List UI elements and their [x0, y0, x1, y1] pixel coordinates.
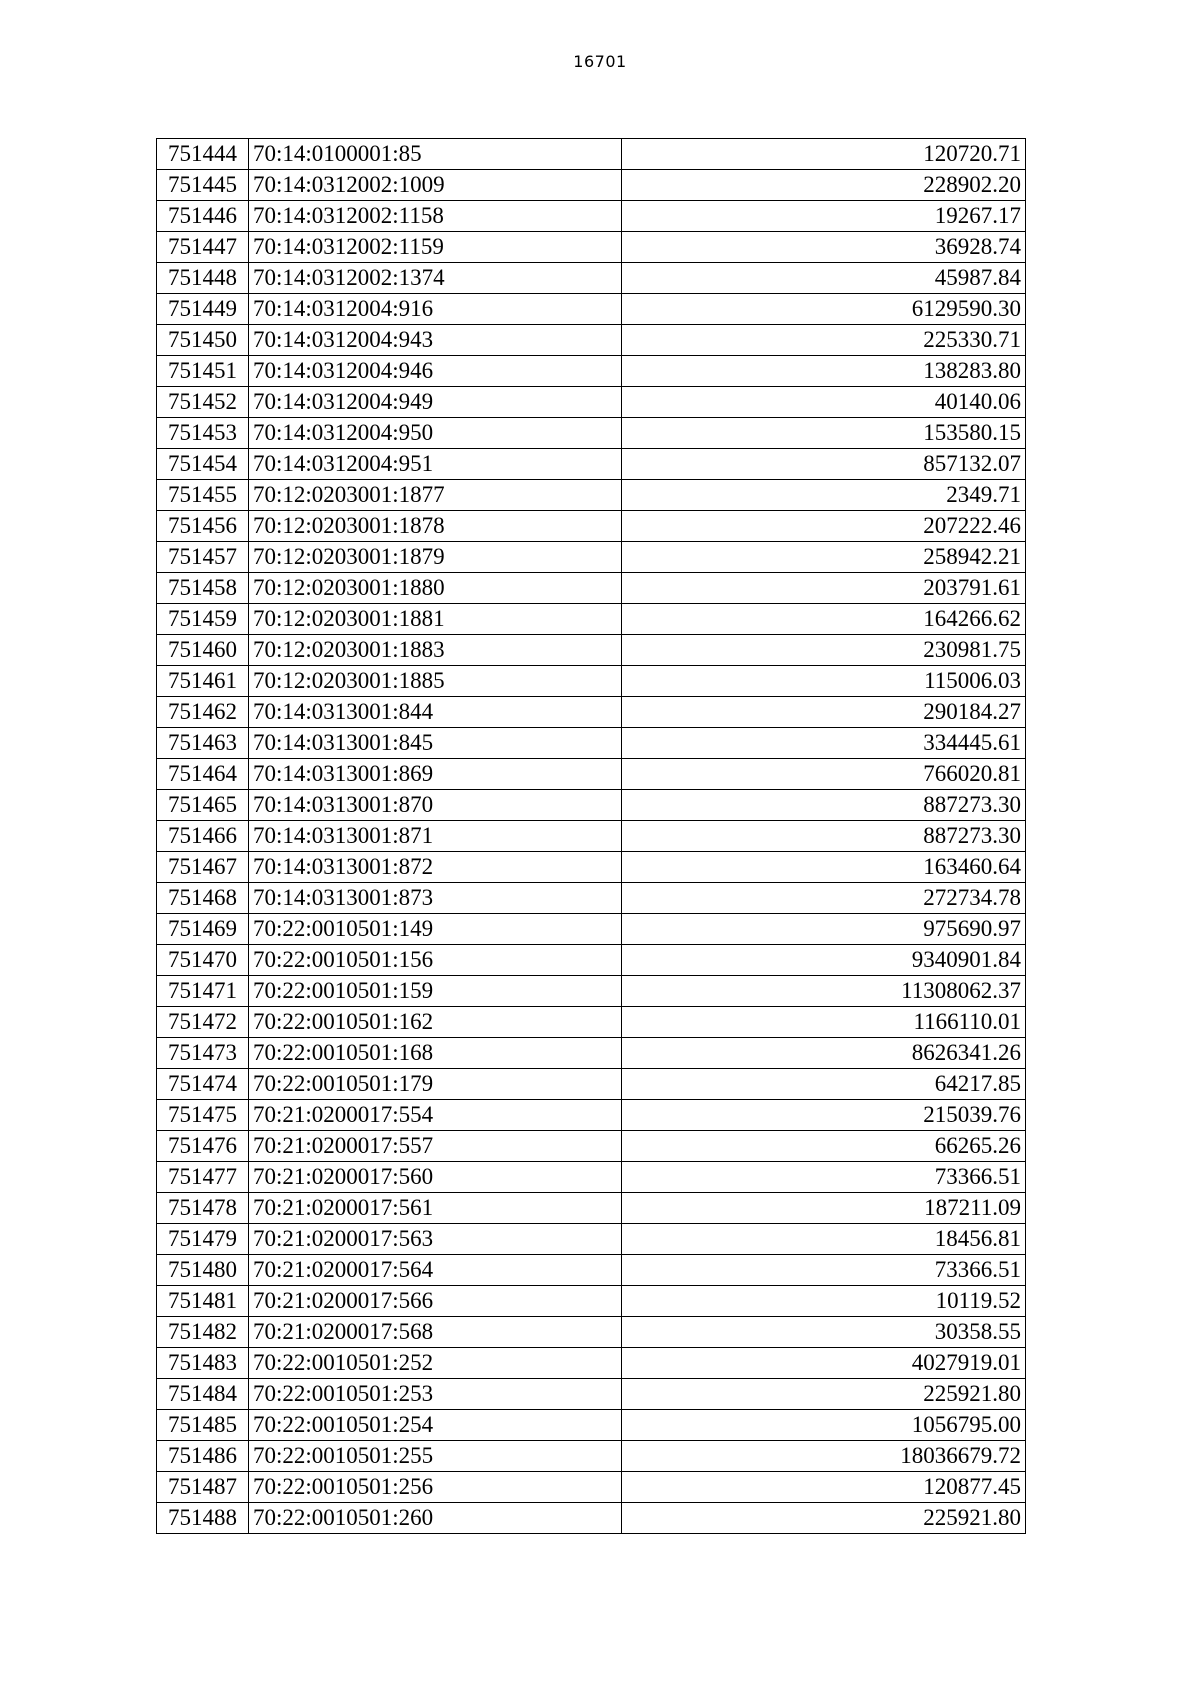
cadastral-number-cell: 70:14:0312002:1158: [249, 201, 622, 232]
cadastral-value-cell: 120720.71: [622, 139, 1026, 170]
cadastral-value-cell: 40140.06: [622, 387, 1026, 418]
cadastral-value-cell: 164266.62: [622, 604, 1026, 635]
row-number-cell: 751487: [157, 1472, 249, 1503]
table-row: [157, 1348, 1026, 1379]
row-number-cell: 751444: [157, 139, 249, 170]
table-row: [157, 821, 1026, 852]
cadastral-number-cell: 70:21:0200017:557: [249, 1131, 622, 1162]
cadastral-number-cell: 70:22:0010501:253: [249, 1379, 622, 1410]
row-number-cell: 751482: [157, 1317, 249, 1348]
row-number-cell: 751467: [157, 852, 249, 883]
cadastral-number-cell: 70:22:0010501:255: [249, 1441, 622, 1472]
table-row: [157, 1472, 1026, 1503]
cadastral-value-cell: 138283.80: [622, 356, 1026, 387]
table-row: [157, 418, 1026, 449]
cadastral-number-cell: 70:14:0313001:844: [249, 697, 622, 728]
cadastral-number-cell: 70:12:0203001:1880: [249, 573, 622, 604]
row-number-cell: 751470: [157, 945, 249, 976]
cadastral-value-cell: 6129590.30: [622, 294, 1026, 325]
table-row: [157, 511, 1026, 542]
table-row: [157, 759, 1026, 790]
table-row: [157, 1007, 1026, 1038]
cadastral-number-cell: 70:14:0100001:85: [249, 139, 622, 170]
table-row: [157, 1379, 1026, 1410]
cadastral-value-cell: 187211.09: [622, 1193, 1026, 1224]
table-row: [157, 790, 1026, 821]
cadastral-value-cell: 228902.20: [622, 170, 1026, 201]
row-number-cell: 751474: [157, 1069, 249, 1100]
table-row: [157, 1162, 1026, 1193]
cadastral-value-cell: 30358.55: [622, 1317, 1026, 1348]
row-number-cell: 751463: [157, 728, 249, 759]
cadastral-number-cell: 70:14:0312004:951: [249, 449, 622, 480]
row-number-cell: 751462: [157, 697, 249, 728]
cadastral-number-cell: 70:12:0203001:1881: [249, 604, 622, 635]
table-row: [157, 1441, 1026, 1472]
cadastral-value-cell: 215039.76: [622, 1100, 1026, 1131]
cadastral-value-cell: 45987.84: [622, 263, 1026, 294]
table-row: [157, 666, 1026, 697]
cadastral-number-cell: 70:22:0010501:260: [249, 1503, 622, 1534]
row-number-cell: 751452: [157, 387, 249, 418]
table-row: [157, 976, 1026, 1007]
table-row: [157, 294, 1026, 325]
row-number-cell: 751485: [157, 1410, 249, 1441]
cadastral-value-cell: 2349.71: [622, 480, 1026, 511]
row-number-cell: 751464: [157, 759, 249, 790]
table-row: [157, 449, 1026, 480]
cadastral-number-cell: 70:22:0010501:156: [249, 945, 622, 976]
table-body: [157, 139, 1026, 1534]
table-row: [157, 480, 1026, 511]
row-number-cell: 751475: [157, 1100, 249, 1131]
cadastral-number-cell: 70:12:0203001:1883: [249, 635, 622, 666]
cadastral-value-cell: 9340901.84: [622, 945, 1026, 976]
table-row: [157, 697, 1026, 728]
cadastral-value-cell: 73366.51: [622, 1255, 1026, 1286]
cadastral-value-cell: 36928.74: [622, 232, 1026, 263]
table-row: [157, 852, 1026, 883]
cadastral-value-cell: 887273.30: [622, 821, 1026, 852]
row-number-cell: 751457: [157, 542, 249, 573]
table-row: [157, 945, 1026, 976]
cadastral-number-cell: 70:22:0010501:159: [249, 976, 622, 1007]
row-number-cell: 751460: [157, 635, 249, 666]
cadastral-value-cell: 975690.97: [622, 914, 1026, 945]
cadastral-number-cell: 70:14:0312004:946: [249, 356, 622, 387]
cadastral-value-cell: 1056795.00: [622, 1410, 1026, 1441]
row-number-cell: 751468: [157, 883, 249, 914]
cadastral-number-cell: 70:14:0313001:872: [249, 852, 622, 883]
cadastral-number-cell: 70:14:0313001:845: [249, 728, 622, 759]
table-row: [157, 542, 1026, 573]
cadastral-number-cell: 70:22:0010501:149: [249, 914, 622, 945]
cadastral-value-cell: 115006.03: [622, 666, 1026, 697]
cadastral-number-cell: 70:14:0313001:869: [249, 759, 622, 790]
row-number-cell: 751450: [157, 325, 249, 356]
cadastral-number-cell: 70:14:0312002:1159: [249, 232, 622, 263]
cadastral-number-cell: 70:22:0010501:162: [249, 1007, 622, 1038]
row-number-cell: 751480: [157, 1255, 249, 1286]
cadastral-number-cell: 70:21:0200017:561: [249, 1193, 622, 1224]
cadastral-value-table: [156, 138, 1026, 1534]
cadastral-number-cell: 70:21:0200017:563: [249, 1224, 622, 1255]
cadastral-number-cell: 70:21:0200017:554: [249, 1100, 622, 1131]
cadastral-value-cell: 163460.64: [622, 852, 1026, 883]
table-row: [157, 1069, 1026, 1100]
table-row: [157, 1038, 1026, 1069]
row-number-cell: 751458: [157, 573, 249, 604]
cadastral-number-cell: 70:12:0203001:1879: [249, 542, 622, 573]
cadastral-number-cell: 70:14:0312004:949: [249, 387, 622, 418]
table-row: [157, 356, 1026, 387]
row-number-cell: 751479: [157, 1224, 249, 1255]
row-number-cell: 751484: [157, 1379, 249, 1410]
row-number-cell: 751471: [157, 976, 249, 1007]
row-number-cell: 751456: [157, 511, 249, 542]
table-row: [157, 139, 1026, 170]
cadastral-number-cell: 70:22:0010501:179: [249, 1069, 622, 1100]
cadastral-value-cell: 120877.45: [622, 1472, 1026, 1503]
row-number-cell: 751453: [157, 418, 249, 449]
row-number-cell: 751448: [157, 263, 249, 294]
table-row: [157, 201, 1026, 232]
row-number-cell: 751486: [157, 1441, 249, 1472]
row-number-cell: 751477: [157, 1162, 249, 1193]
cadastral-value-cell: 207222.46: [622, 511, 1026, 542]
table-row: [157, 573, 1026, 604]
cadastral-number-cell: 70:21:0200017:560: [249, 1162, 622, 1193]
cadastral-number-cell: 70:14:0313001:870: [249, 790, 622, 821]
row-number-cell: 751455: [157, 480, 249, 511]
cadastral-number-cell: 70:12:0203001:1877: [249, 480, 622, 511]
cadastral-value-cell: 66265.26: [622, 1131, 1026, 1162]
cadastral-number-cell: 70:21:0200017:568: [249, 1317, 622, 1348]
table-row: [157, 1193, 1026, 1224]
table-row: [157, 883, 1026, 914]
cadastral-value-cell: 73366.51: [622, 1162, 1026, 1193]
table-row: [157, 1224, 1026, 1255]
table-row: [157, 1100, 1026, 1131]
row-number-cell: 751459: [157, 604, 249, 635]
table-row: [157, 914, 1026, 945]
row-number-cell: 751447: [157, 232, 249, 263]
cadastral-value-cell: 19267.17: [622, 201, 1026, 232]
cadastral-value-cell: 11308062.37: [622, 976, 1026, 1007]
table-row: [157, 1317, 1026, 1348]
cadastral-value-cell: 153580.15: [622, 418, 1026, 449]
cadastral-number-cell: 70:14:0312004:950: [249, 418, 622, 449]
cadastral-number-cell: 70:22:0010501:252: [249, 1348, 622, 1379]
cadastral-number-cell: 70:14:0312002:1009: [249, 170, 622, 201]
table-row: [157, 1255, 1026, 1286]
table-row: [157, 604, 1026, 635]
table-row: [157, 325, 1026, 356]
table-row: [157, 1503, 1026, 1534]
cadastral-value-cell: 225921.80: [622, 1379, 1026, 1410]
row-number-cell: 751478: [157, 1193, 249, 1224]
table-row: [157, 635, 1026, 666]
cadastral-value-cell: 4027919.01: [622, 1348, 1026, 1379]
row-number-cell: 751454: [157, 449, 249, 480]
cadastral-value-cell: 766020.81: [622, 759, 1026, 790]
cadastral-value-cell: 334445.61: [622, 728, 1026, 759]
table-row: [157, 728, 1026, 759]
cadastral-number-cell: 70:14:0313001:873: [249, 883, 622, 914]
cadastral-number-cell: 70:22:0010501:168: [249, 1038, 622, 1069]
cadastral-number-cell: 70:14:0312004:916: [249, 294, 622, 325]
cadastral-value-cell: 258942.21: [622, 542, 1026, 573]
cadastral-value-cell: 18036679.72: [622, 1441, 1026, 1472]
row-number-cell: 751481: [157, 1286, 249, 1317]
cadastral-value-cell: 290184.27: [622, 697, 1026, 728]
cadastral-value-cell: 887273.30: [622, 790, 1026, 821]
cadastral-value-cell: 225330.71: [622, 325, 1026, 356]
cadastral-value-cell: 18456.81: [622, 1224, 1026, 1255]
table-row: [157, 1286, 1026, 1317]
row-number-cell: 751476: [157, 1131, 249, 1162]
row-number-cell: 751488: [157, 1503, 249, 1534]
cadastral-number-cell: 70:22:0010501:254: [249, 1410, 622, 1441]
cadastral-number-cell: 70:14:0312004:943: [249, 325, 622, 356]
table-row: [157, 232, 1026, 263]
row-number-cell: 751445: [157, 170, 249, 201]
cadastral-number-cell: 70:12:0203001:1878: [249, 511, 622, 542]
cadastral-value-cell: 64217.85: [622, 1069, 1026, 1100]
table-row: [157, 1131, 1026, 1162]
row-number-cell: 751461: [157, 666, 249, 697]
row-number-cell: 751465: [157, 790, 249, 821]
row-number-cell: 751451: [157, 356, 249, 387]
row-number-cell: 751472: [157, 1007, 249, 1038]
cadastral-value-cell: 8626341.26: [622, 1038, 1026, 1069]
table-row: [157, 263, 1026, 294]
row-number-cell: 751449: [157, 294, 249, 325]
row-number-cell: 751466: [157, 821, 249, 852]
cadastral-number-cell: 70:12:0203001:1885: [249, 666, 622, 697]
cadastral-value-cell: 203791.61: [622, 573, 1026, 604]
cadastral-number-cell: 70:21:0200017:564: [249, 1255, 622, 1286]
cadastral-value-cell: 857132.07: [622, 449, 1026, 480]
cadastral-number-cell: 70:14:0312002:1374: [249, 263, 622, 294]
row-number-cell: 751446: [157, 201, 249, 232]
row-number-cell: 751469: [157, 914, 249, 945]
cadastral-value-cell: 272734.78: [622, 883, 1026, 914]
table-row: [157, 387, 1026, 418]
cadastral-number-cell: 70:22:0010501:256: [249, 1472, 622, 1503]
row-number-cell: 751473: [157, 1038, 249, 1069]
cadastral-number-cell: 70:21:0200017:566: [249, 1286, 622, 1317]
cadastral-number-cell: 70:14:0313001:871: [249, 821, 622, 852]
table-row: [157, 170, 1026, 201]
page-number: 16701: [573, 52, 627, 71]
row-number-cell: 751483: [157, 1348, 249, 1379]
cadastral-value-cell: 230981.75: [622, 635, 1026, 666]
cadastral-value-cell: 225921.80: [622, 1503, 1026, 1534]
table-row: [157, 1410, 1026, 1441]
cadastral-value-cell: 10119.52: [622, 1286, 1026, 1317]
cadastral-value-cell: 1166110.01: [622, 1007, 1026, 1038]
